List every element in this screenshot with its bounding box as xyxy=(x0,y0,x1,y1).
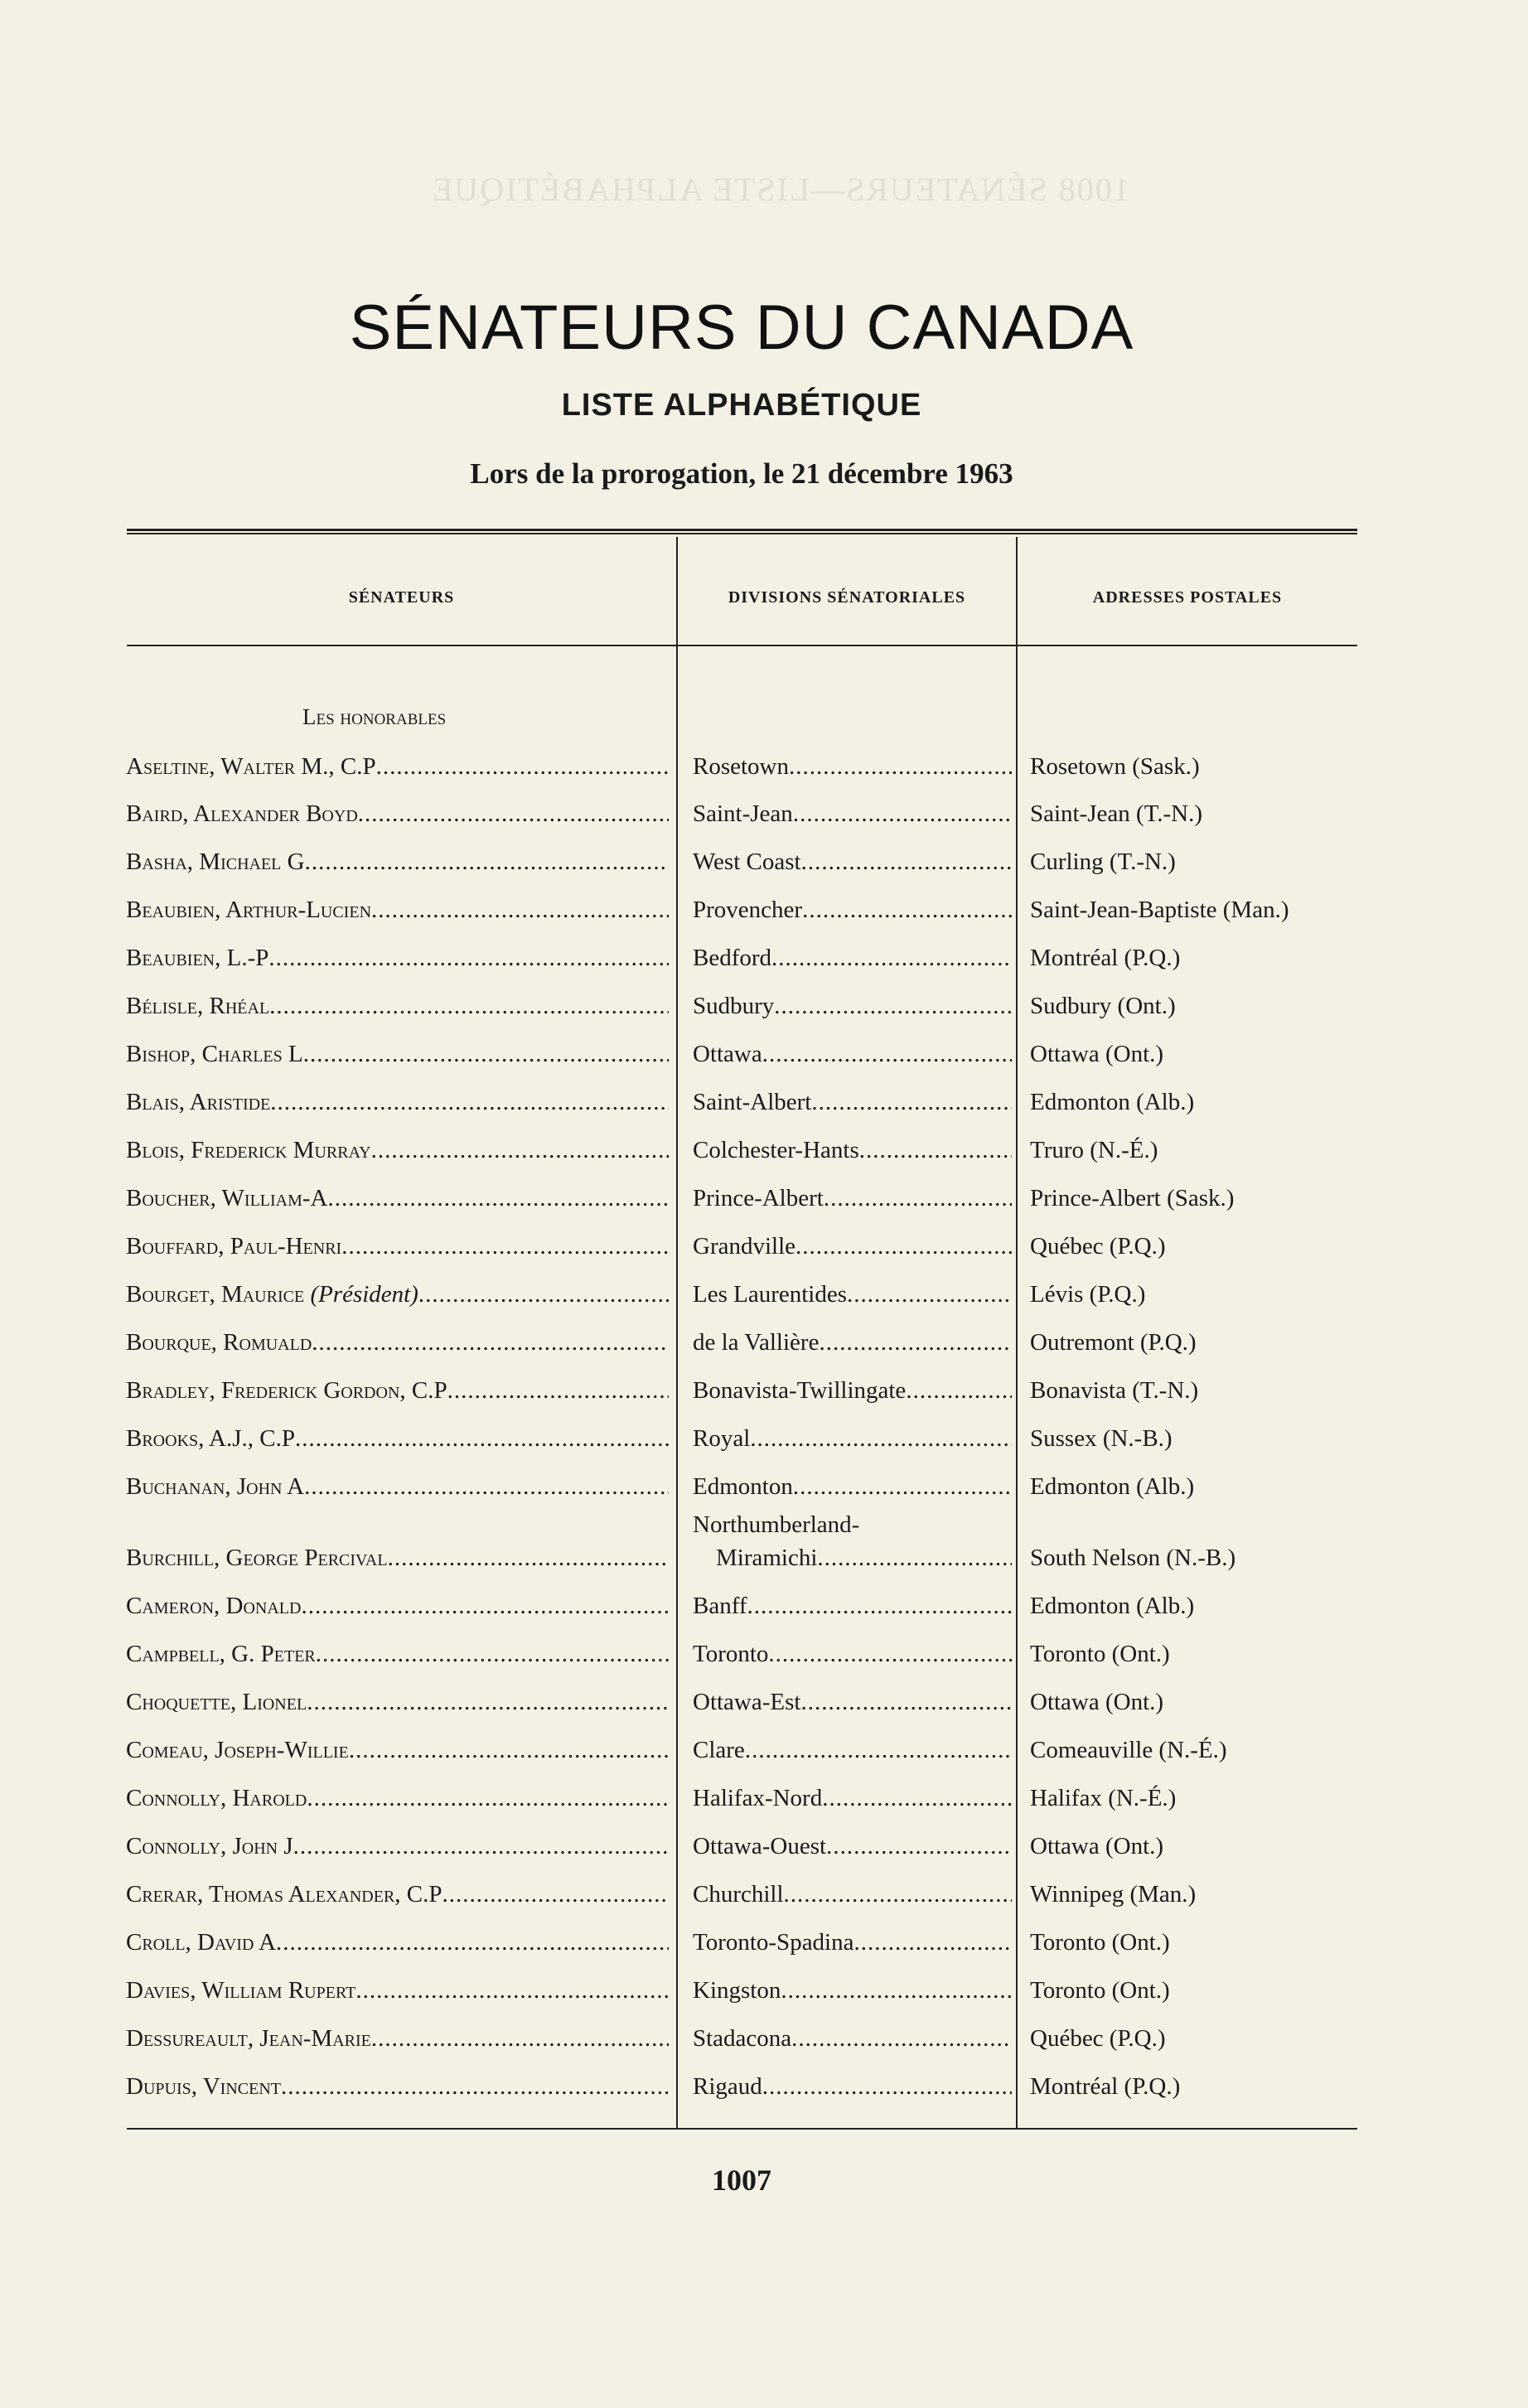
senator-role: (Président) xyxy=(310,1281,418,1308)
senator-name-text: Cameron, Donald xyxy=(126,1593,302,1619)
senator-name-text: Bradley, Frederick Gordon, C.P xyxy=(126,1377,447,1404)
postal-address: Rosetown (Sask.) xyxy=(1030,753,1200,780)
division-text: Colchester-Hants xyxy=(693,1137,859,1163)
senator-name-text: Bourque, Romuald xyxy=(126,1329,312,1356)
postal-address: Québec (P.Q.) xyxy=(1030,1233,1166,1260)
division-text: Stadacona xyxy=(693,2025,792,2052)
senator-name xyxy=(126,1326,669,1359)
senator-name-text: Basha, Michael G xyxy=(126,849,305,875)
division-text: Toronto-Spadina xyxy=(693,1929,854,1956)
column-header-senateurs: SÉNATEURS xyxy=(348,588,455,607)
senatorial-division xyxy=(693,1782,1012,1815)
senator-name-text: Connolly, John J xyxy=(126,1833,293,1859)
senatorial-division xyxy=(693,1326,1012,1359)
senator-name xyxy=(126,2070,669,2103)
division-text: Bedford xyxy=(693,945,772,971)
senatorial-division xyxy=(693,1589,1012,1622)
postal-address: Saint-Jean-Baptiste (Man.) xyxy=(1030,897,1289,923)
senator-name-text: Beaubien, L.-P xyxy=(126,945,269,971)
senator-name xyxy=(126,1685,669,1719)
senatorial-division xyxy=(693,1374,1012,1407)
senator-name xyxy=(126,941,669,974)
column-header-adresses: ADRESSES POSTALES xyxy=(1092,588,1283,607)
senator-name xyxy=(126,1086,669,1119)
postal-address: Halifax (N.-É.) xyxy=(1030,1785,1177,1811)
division-text: Saint-Jean xyxy=(693,800,793,827)
senator-name xyxy=(126,1782,669,1815)
division-text: Prince-Albert xyxy=(693,1185,824,1211)
senatorial-division xyxy=(693,1134,1012,1167)
page-number: 1007 xyxy=(712,2164,771,2197)
senator-name xyxy=(126,893,669,926)
senatorial-division xyxy=(693,1974,1012,2007)
senator-name xyxy=(126,1037,669,1071)
senatorial-division xyxy=(693,1733,1012,1767)
senator-name xyxy=(126,1422,669,1455)
postal-address: Toronto (Ont.) xyxy=(1030,1929,1170,1956)
senator-name xyxy=(126,1278,669,1311)
division-text: de la Vallière xyxy=(693,1329,820,1356)
postal-address: Québec (P.Q.) xyxy=(1030,2025,1166,2052)
postal-address: Toronto (Ont.) xyxy=(1030,1641,1170,1667)
senator-name xyxy=(126,989,669,1023)
postal-address: Bonavista (T.-N.) xyxy=(1030,1377,1199,1404)
senatorial-division xyxy=(693,1278,1012,1311)
table-bottom-rule xyxy=(127,2128,1357,2130)
senator-name-text: Boucher, William-A xyxy=(126,1185,328,1211)
senator-name xyxy=(126,1733,669,1767)
senatorial-division xyxy=(693,1086,1012,1119)
postal-address: Comeauville (N.-É.) xyxy=(1030,1737,1227,1763)
senator-name-text: Beaubien, Arthur-Lucien xyxy=(126,897,372,923)
page-subtitle: LISTE ALPHABÉTIQUE xyxy=(561,388,922,423)
postal-address: Winnipeg (Man.) xyxy=(1030,1881,1197,1908)
division-text: Grandville xyxy=(693,1233,796,1260)
honorables-heading: Les honorables xyxy=(302,704,447,729)
senatorial-division xyxy=(693,1182,1012,1215)
senatorial-division xyxy=(693,1511,1012,1574)
division-text: Sudbury xyxy=(693,993,775,1019)
column-divider-2 xyxy=(1016,537,1018,2128)
senator-name xyxy=(126,1830,669,1863)
senator-name xyxy=(126,1926,669,1959)
senator-name-text: Connolly, Harold xyxy=(126,1785,307,1811)
senator-name xyxy=(126,1374,669,1407)
division-text: Churchill xyxy=(693,1881,784,1908)
division-text: Rosetown xyxy=(693,753,789,780)
page-title: SÉNATEURS DU CANADA xyxy=(349,293,1134,363)
division-text: Clare xyxy=(693,1737,745,1763)
senator-name-text: Brooks, A.J., C.P xyxy=(126,1425,295,1452)
senator-name xyxy=(126,1974,669,2007)
postal-address: Edmonton (Alb.) xyxy=(1030,1593,1195,1619)
senator-name-text: Campbell, G. Peter xyxy=(126,1641,316,1667)
postal-address: South Nelson (N.-B.) xyxy=(1030,1545,1236,1571)
division-text: Provencher xyxy=(693,897,803,923)
senator-name xyxy=(126,1878,669,1911)
senator-name-text: Croll, David A xyxy=(126,1929,277,1956)
senatorial-division xyxy=(693,750,1012,783)
senator-name-text: Burchill, George Percival xyxy=(126,1545,388,1571)
senator-name-text: Crerar, Thomas Alexander, C.P xyxy=(126,1881,442,1908)
postal-address: Edmonton (Alb.) xyxy=(1030,1473,1195,1500)
postal-address: Truro (N.-É.) xyxy=(1030,1137,1158,1163)
senator-name xyxy=(126,1541,669,1574)
division-line-1: Northumberland- xyxy=(693,1511,860,1538)
division-text: Kingston xyxy=(693,1977,781,2004)
column-header-divisions: DIVISIONS SÉNATORIALES xyxy=(728,588,966,607)
table-top-rule xyxy=(127,529,1357,534)
senatorial-division xyxy=(693,845,1012,878)
senator-name xyxy=(126,1182,669,1215)
senatorial-division xyxy=(693,1422,1012,1455)
senatorial-division xyxy=(693,1830,1012,1863)
postal-address: Ottawa (Ont.) xyxy=(1030,1833,1164,1859)
postal-address: Outremont (P.Q.) xyxy=(1030,1329,1197,1356)
senator-name xyxy=(126,750,669,783)
senator-name xyxy=(126,845,669,878)
senatorial-division xyxy=(693,1230,1012,1263)
session-date: Lors de la prorogation, le 21 décembre 1963 xyxy=(470,457,1013,490)
senatorial-division xyxy=(693,797,1012,830)
postal-address: Edmonton (Alb.) xyxy=(1030,1089,1195,1115)
senator-name-text: Bishop, Charles L xyxy=(126,1041,303,1067)
senator-name-text: Comeau, Joseph-Willie xyxy=(126,1737,349,1763)
division-text: Les Laurentides xyxy=(693,1281,848,1308)
division-text: Banff xyxy=(693,1593,747,1619)
senator-name xyxy=(126,1230,669,1263)
senator-name-text: Buchanan, John A xyxy=(126,1473,305,1500)
senator-name xyxy=(126,2022,669,2055)
division-text: Ottawa xyxy=(693,1041,762,1067)
postal-address: Saint-Jean (T.-N.) xyxy=(1030,800,1203,827)
division-text: Rigaud xyxy=(693,2073,762,2100)
postal-address: Prince-Albert (Sask.) xyxy=(1030,1185,1235,1211)
senatorial-division xyxy=(693,2070,1012,2103)
senator-name-text: Bouffard, Paul-Henri xyxy=(126,1233,342,1260)
division-text: Edmonton xyxy=(693,1473,793,1500)
senatorial-division xyxy=(693,941,1012,974)
column-divider-1 xyxy=(676,537,678,2128)
header-bottom-rule xyxy=(127,645,1357,646)
senatorial-division xyxy=(693,2022,1012,2055)
senator-name xyxy=(126,1637,669,1671)
postal-address: Curling (T.-N.) xyxy=(1030,849,1176,875)
senator-name-text: Blais, Aristide xyxy=(126,1089,271,1115)
senator-name-text: Bourget, Maurice xyxy=(126,1281,305,1308)
senatorial-division xyxy=(693,1470,1012,1503)
postal-address: Lévis (P.Q.) xyxy=(1030,1281,1146,1308)
senatorial-division xyxy=(693,1637,1012,1671)
senator-name xyxy=(126,1470,669,1503)
senator-name-text: Dupuis, Vincent xyxy=(126,2073,281,2100)
senator-name-text: Aseltine, Walter M., C.P xyxy=(126,753,376,780)
postal-address: Sussex (N.-B.) xyxy=(1030,1425,1173,1452)
division-text: Saint-Albert xyxy=(693,1089,812,1115)
division-text: Toronto xyxy=(693,1641,769,1667)
senatorial-division xyxy=(693,1878,1012,1911)
division-text: Ottawa-Est xyxy=(693,1689,801,1715)
postal-address: Montréal (P.Q.) xyxy=(1030,2073,1181,2100)
senatorial-division xyxy=(693,1926,1012,1959)
senator-name-text: Bélisle, Rhéal xyxy=(126,993,270,1019)
senator-name-text: Choquette, Lionel xyxy=(126,1689,307,1715)
postal-address: Ottawa (Ont.) xyxy=(1030,1041,1164,1067)
postal-address: Sudbury (Ont.) xyxy=(1030,993,1176,1019)
division-line-2: Miramichi xyxy=(716,1545,818,1571)
division-text: Ottawa-Ouest xyxy=(693,1833,827,1859)
bleed-through-text: 1008 SÉNATEURS—LISTE ALPHABÉTIQUE xyxy=(431,171,1130,208)
senator-name-text: Blois, Frederick Murray xyxy=(126,1137,371,1163)
postal-address: Toronto (Ont.) xyxy=(1030,1977,1170,2004)
senator-name xyxy=(126,1589,669,1622)
senator-name xyxy=(126,1134,669,1167)
senatorial-division xyxy=(693,893,1012,926)
division-text: Halifax-Nord xyxy=(693,1785,823,1811)
senator-name-text: Dessureault, Jean-Marie xyxy=(126,2025,371,2052)
senatorial-division xyxy=(693,1037,1012,1071)
postal-address: Montréal (P.Q.) xyxy=(1030,945,1181,971)
senator-name xyxy=(126,797,669,830)
division-text: Royal xyxy=(693,1425,751,1452)
senator-name-text: Davies, William Rupert xyxy=(126,1977,356,2004)
senator-name-text: Baird, Alexander Boyd xyxy=(126,800,358,827)
senatorial-division xyxy=(693,989,1012,1023)
postal-address: Ottawa (Ont.) xyxy=(1030,1689,1164,1715)
division-text: West Coast xyxy=(693,849,801,875)
division-text: Bonavista-Twillingate xyxy=(693,1377,907,1404)
senatorial-division xyxy=(693,1685,1012,1719)
